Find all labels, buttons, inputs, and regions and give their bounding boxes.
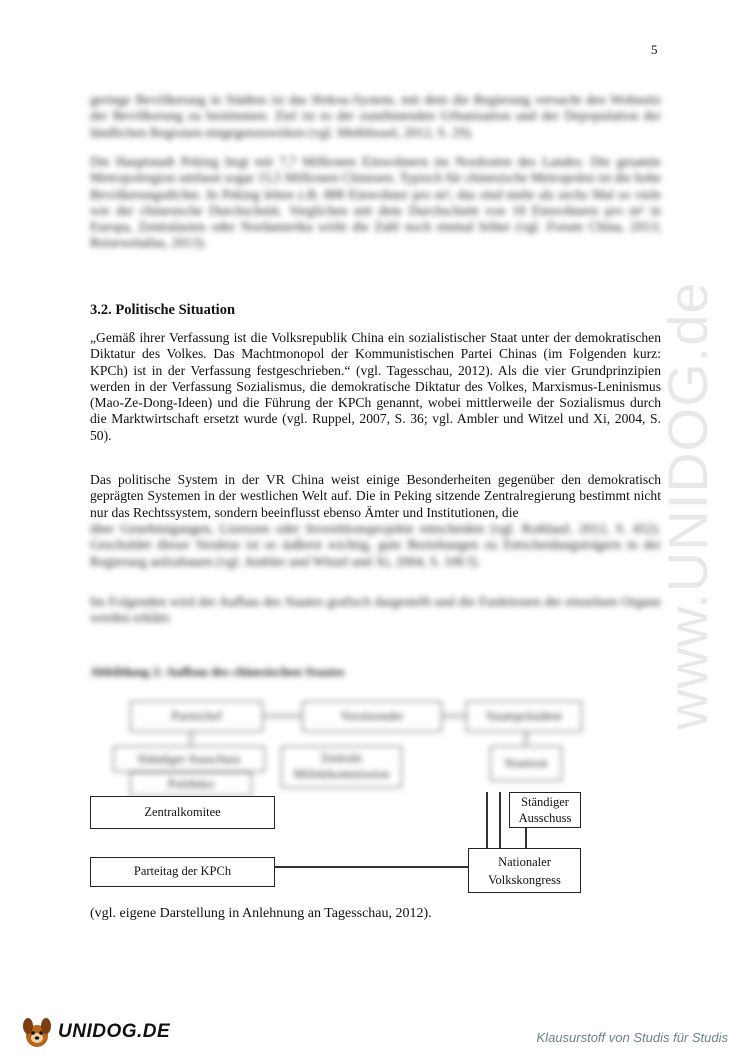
unidog-logo (20, 1014, 170, 1050)
diagram-box-politbuero: Politbüro (130, 772, 252, 796)
connector-line (275, 866, 468, 868)
watermark-text: www.UNIDOG.de (656, 281, 719, 730)
quote-paragraph: „Gemäß ihrer Verfassung ist die Volksrepublik China ein sozialistischer Staat unter der demokratischen Diktatur des Volkes. Das Machtmonopol der Kommunistischen Partei Chinas (im Folgenden kurz: KPCh) ist in der Verfassung festgeschrieben.“ (vgl. Tagesschau, 2012). Als die vier Grundprinzipien werden in der Verfassung Sozialismus, die demokratische Diktatur des Volkes, Marxismus-Leninismus (Mao-Ze-Dong-Ideen) und die Führung der KPCh genannt, wobei mittlerweile der Sozialismus durch die Marktwirtschaft ersetzt wurde (vgl. Ruppel, 2007, S. 36; vgl. Ambler und Witzel und Xi, 2004, S. 50). (90, 330, 661, 443)
diagram-box-staendiger-ausschuss-left: Ständiger Ausschuss (113, 746, 265, 772)
diagram-box-staendiger-ausschuss-right: Ständiger Ausschuss (509, 792, 581, 828)
system-paragraph-continued: über Genehmigungen, Lizenzen oder Investitionsprojekte entscheiden (vgl. Rothlauf, 2012, S. 452). Geschuldet dieser Struktur ist es äußerst wichtig, gute Beziehungen zu Entscheidungsträgern in der Regierung aufzubauen (vgl. Ambler und Witzel und Xi, 2004, S. 100 f). (90, 521, 661, 569)
system-paragraph: Das politische System in der VR China weist einige Besonderheiten gegenüber den demokratisch geprägten Systemen in der westlichen Welt auf. Die in Peking sitzende Zentralregierung bestimmt nicht nur das Rechtssystem, sondern beeinflusst ebenso Ämter und Institutionen, die (90, 472, 661, 520)
connector-line (525, 828, 527, 849)
section-heading: 3.2. Politische Situation (90, 302, 236, 318)
following-paragraph: Im Folgenden wird der Aufbau des Staates grafisch dargestellt und die Funktionen der einzelnen Organe werden erklärt. (90, 594, 661, 626)
diagram-box-zentrale-militaerkommission: Zentrale Militärkommission (281, 746, 402, 788)
diagram-box-staatsrat: Staatsrat (490, 746, 562, 781)
footer-tagline: Klausurstoff von Studis für Studis (536, 1030, 728, 1045)
connector-line (525, 731, 527, 746)
connector-line (190, 731, 192, 746)
page-number: 5 (651, 42, 658, 57)
diagram-box-parteichef: Parteichef (130, 701, 263, 732)
intro-paragraph-1: geringe Bevölkerung in Städten ist das Hokou-System, mit dem die Regierung versucht den Wohnsitz der Bevölkerung zu bestimmen. Ziel ist es der zunehmenden Urbanisation und der Depopulation der ländlichen Regionen entgegenzuwirken (vgl. Methfessel, 2012, S. 29). (90, 92, 661, 140)
diagram-box-nationaler-volkskongress: Nationaler Volkskongress (468, 848, 581, 893)
connector-line (262, 715, 304, 717)
connector-line (499, 792, 501, 849)
connector-line (440, 715, 468, 717)
diagram-box-vorsitzender: Vorsitzender (302, 701, 442, 732)
intro-paragraph-2: Die Hauptstadt Peking liegt mit 7,7 Millionen Einwohnern im Nordosten des Landes. Die gesamte Metropolregion umfasst sogar 15,5 Millionen Chinesen. Typisch für chinesische Metropolen ist die hohe Bevölkerungsdichte. In Peking leben z.B. 888 Einwohner pro m², das sind mehr als sechs Mal so viele wie der chinesische Durchschnitt. Verglichen mit dem Durchschnitt von 18 Einwohnern pro m² in Europa, Zentralasien oder Nordamerika wirkt die Zahl noch einmal höher (vgl. Forum China, 2013; Reisewelatlas, 2013). (90, 154, 661, 251)
diagram-box-parteitag: Parteitag der KPCh (90, 857, 275, 887)
connector-line (486, 792, 488, 849)
diagram-box-staatspraesident: Staatspräsident (466, 701, 582, 732)
logo-text: UNIDOG.DE (58, 1021, 171, 1042)
figure-caption: (vgl. eigene Darstellung in Anlehnung an Tagesschau, 2012). (90, 906, 432, 921)
figure-title: Abbildung 2: Aufbau des chinesischen Staates (90, 664, 345, 679)
dog-mascot-icon (20, 1014, 54, 1050)
diagram-box-zentralkomitee: Zentralkomitee (90, 796, 275, 829)
